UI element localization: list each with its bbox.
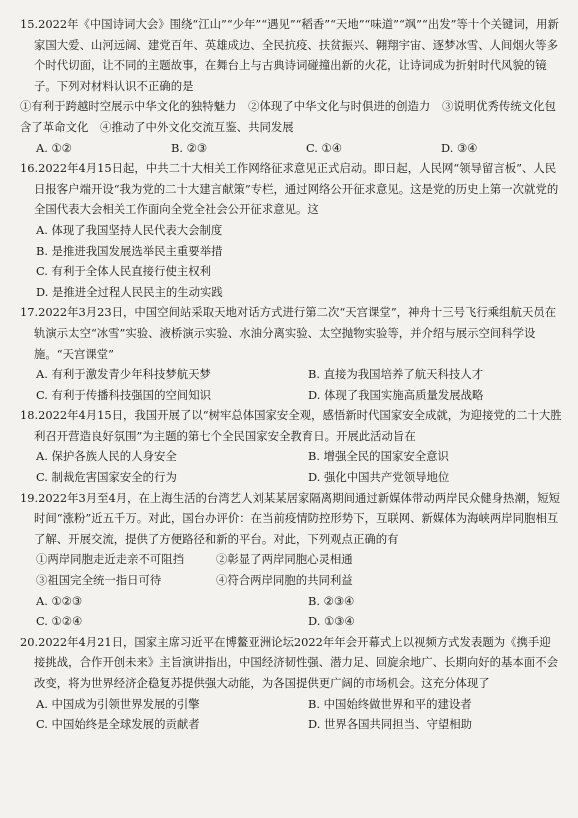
question-19-statements	[20, 549, 562, 590]
q17-option-b[interactable]: B. 直接为我国培养了航天科技人才	[308, 367, 484, 382]
q19-statement-1: ①两岸同胞走近走亲不可阻挡	[36, 552, 185, 567]
q16-option-c[interactable]: C. 有利于全体人民直接行使主权利	[36, 264, 212, 279]
q18-option-b[interactable]: B. 增强全民的国家安全意识	[308, 449, 449, 464]
q17-option-d[interactable]: D. 体现了我国实施高质量发展战略	[308, 387, 484, 402]
question-18	[20, 405, 562, 446]
question-17-options	[20, 364, 562, 405]
q19-option-a[interactable]: A. ①②③	[36, 593, 83, 608]
question-18-options	[20, 446, 562, 487]
question-16	[20, 158, 562, 220]
question-19-options	[20, 591, 562, 632]
q20-option-c[interactable]: C. 中国始终是全球发展的贡献者	[36, 717, 200, 732]
q15-option-d[interactable]: D. ③④	[441, 140, 478, 155]
question-15-stem: 15.2022年《中国诗词大会》围绕“江山”“少年”“遇见”“稻香”“天地”“味道”“飒”“出发”等十个关键词，用新家国大爱、山河远阔、建党百年、英雄成边、全民抗疫、扶贫振兴、翱翔宇宙、逐梦冰雪、人间烟火等多个时代切面，让不同的主题故事，在舞台上与古典诗词碰撞出新的火花，让诗词成为折射时代风貌的镜子。下列对材料认识不正确的是	[20, 17, 559, 93]
question-17	[20, 302, 562, 364]
question-16-options	[20, 220, 562, 302]
question-20-options	[20, 694, 562, 735]
q17-option-a[interactable]: A. 有利于激发青少年科技梦航天梦	[36, 367, 211, 382]
question-17-stem: 17.2022年3月23日，中国空间站采取天地对话方式进行第二次“天宫课堂”，神舟十三号飞行乘组航天员在轨演示太空“冰雪”实验、液桥演示实验、水油分离实验、太空抛物实验等，并介绍与展示空间科学设施。“天宫课堂”	[20, 305, 557, 361]
q18-option-d[interactable]: D. 强化中国共产党领导地位	[308, 470, 450, 485]
question-18-stem: 18.2022年4月15日，我国开展了以“树牢总体国家安全观，感悟新时代国家安全成就，为迎接党的二十大胜利召开营造良好氛围”为主题的第七个全民国家安全教育日。开展此活动旨在	[20, 408, 562, 443]
q20-option-a[interactable]: A. 中国成为引领世界发展的引擎	[36, 696, 200, 711]
q16-option-a[interactable]: A. 体现了我国坚持人民代表大会制度	[36, 222, 223, 237]
q19-statement-3: ③祖国完全统一指日可待	[36, 573, 162, 588]
q15-option-a[interactable]: A. ①②	[36, 140, 72, 155]
q15-option-c[interactable]: C. ①④	[306, 140, 342, 155]
q18-option-c[interactable]: C. 制裁危害国家安全的行为	[36, 470, 177, 485]
q19-statement-2: ②彰显了两岸同胞心灵相通	[216, 552, 353, 567]
q15-statement-4: ④推动了中外文化交流互鉴、共同发展	[99, 119, 294, 134]
q19-statement-4: ④符合两岸同胞的共同利益	[216, 573, 353, 588]
q16-option-d[interactable]: D. 是推进全过程人民民主的生动实践	[36, 284, 223, 299]
q19-option-b[interactable]: B. ②③④	[308, 593, 355, 608]
question-15-statements	[20, 96, 562, 137]
q20-option-d[interactable]: D. 世界各国共同担当、守望相助	[308, 717, 473, 732]
q15-option-b[interactable]: B. ②③	[171, 140, 208, 155]
question-15-options	[20, 138, 562, 159]
question-16-stem: 16.2022年4月15日起，中共二十大相关工作网络征求意见正式启动。即日起，人民网“领导留言板”、人民日报客户端开设“我为党的二十大建言献策”专栏，通过网络公开征求意见。这是党的历史上第一次就党的全国代表大会相关工作面向全党全社会公开征求意见。这	[20, 161, 559, 217]
q15-statement-3: ③说明优秀传统文化包含了革命文化	[20, 99, 556, 134]
q15-statement-1: ①有利于跨越时空展示中华文化的独特魅力	[20, 99, 237, 114]
question-19	[20, 488, 562, 550]
question-15	[20, 14, 562, 96]
q18-option-a[interactable]: A. 保护各族人民的人身安全	[36, 449, 177, 464]
q15-statement-2: ②体现了中华文化与时俱进的创造力	[248, 99, 431, 114]
q17-option-c[interactable]: C. 有利于传播科技强国的空间知识	[36, 387, 212, 402]
question-20-stem: 20.2022年4月21日，国家主席习近平在博鳌亚洲论坛2022年年会开幕式上以视频方式发表题为《携手迎接挑战，合作开创未来》主旨演讲指出，中国经济韧性强、潜力足、回旋余地广、长期向好的基本面不会改变，将为世界经济企稳复苏提供强大动能，为各国提供更广阔的市场机会。这充分体现了	[20, 634, 558, 690]
q19-option-c[interactable]: C. ①②④	[36, 614, 83, 629]
q16-option-b[interactable]: B. 是推进我国发展选举民主重要举措	[36, 243, 223, 258]
question-20	[20, 632, 562, 694]
question-19-stem: 19.2022年3月至4月，在上海生活的台湾艺人刘某某居家隔离期间通过新媒体带动两岸民众健身热潮，短短时间“涨粉”近五千万。对此，国台办评价：在当前疫情防控形势下，互联网、新媒体为海峡两岸同胞相互了解、开展交流，提供了方便路径和新的平台。对此，下列观点正确的有	[20, 490, 561, 546]
q19-option-d[interactable]: D. ①③④	[308, 614, 355, 629]
q20-option-b[interactable]: B. 中国始终做世界和平的建设者	[308, 696, 472, 711]
